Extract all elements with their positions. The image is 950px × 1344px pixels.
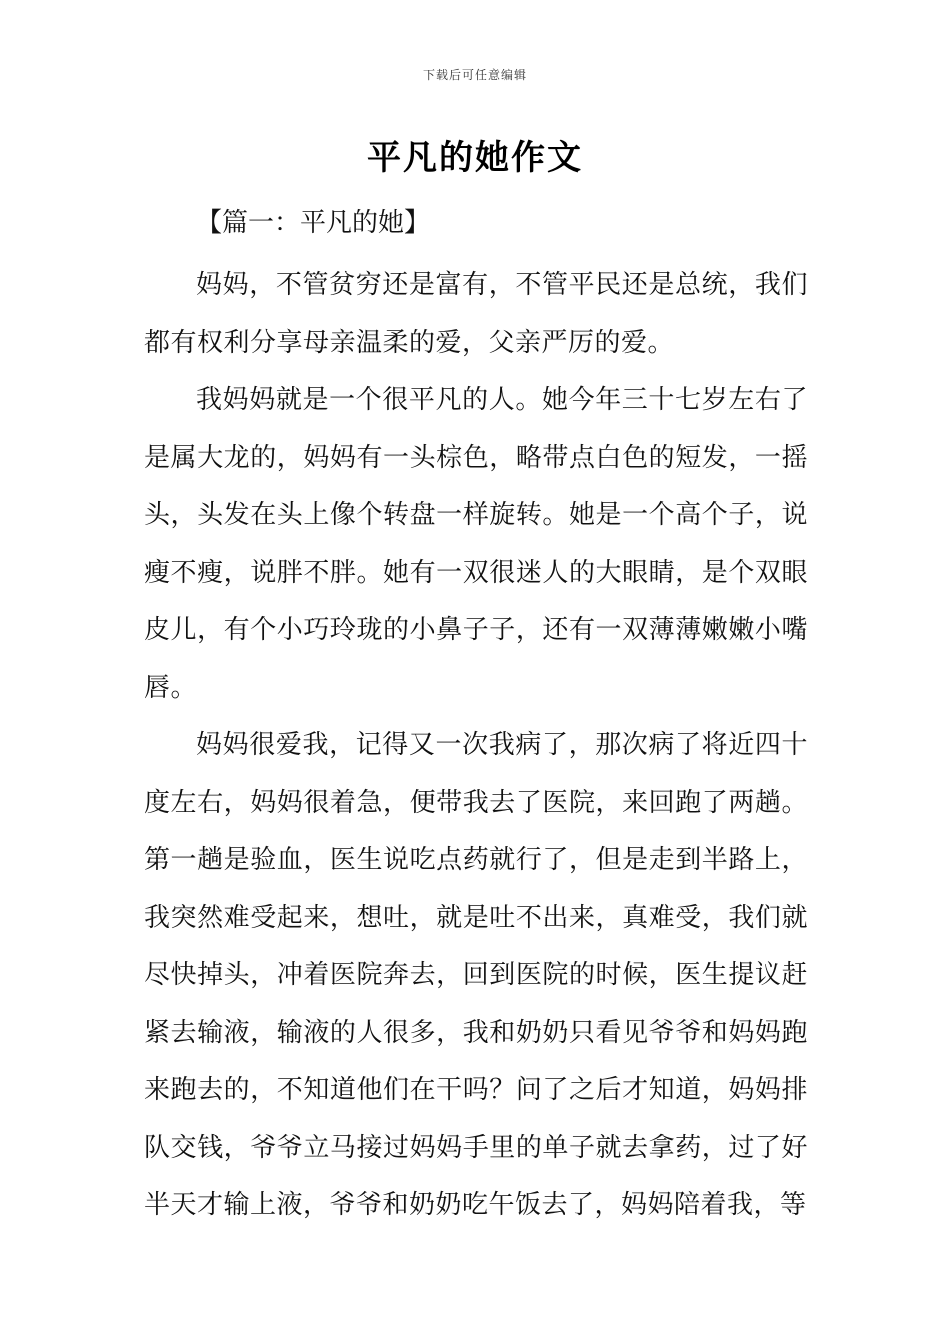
paragraph: 我妈妈就是一个很平凡的人。她今年三十七岁左右了是属大龙的，妈妈有一头棕色，略带点白色的短发，一摇头，头发在头上像个转盘一样旋转。她是一个高个子，说瘦不瘦，说胖不胖。她有一双很迷人的大眼睛，是个双眼皮儿，有个小巧玲珑的小鼻子子，还有一双薄薄嫩嫩小嘴唇。 bbox=[144, 385, 808, 703]
paragraph: 妈妈很爱我，记得又一次我病了，那次病了将近四十度左右，妈妈很着急，便带我去了医院，来回跑了两趟。第一趟是验血，医生说吃点药就行了，但是走到半路上，我突然难受起来，想吐，就是吐不出来，真难受，我们就尽快掉头，冲着医院奔去，回到医院的时候，医生提议赶紧去输液，输液的人很多，我和奶奶只看见爷爷和妈妈跑来跑去的，不知道他们在干吗？问了之后才知道，妈妈排队交钱，爷爷立马接过妈妈手里的单子就去拿药，过了好半天才输上液，爷爷和奶奶吃午饭去了，妈妈陪着我，等 bbox=[144, 730, 808, 1220]
paragraph: 妈妈，不管贫穷还是富有，不管平民还是总统，我们都有权利分享母亲温柔的爱，父亲严厉的爱。 bbox=[144, 270, 808, 358]
header-note: 下载后可任意编辑 bbox=[422, 68, 527, 82]
document-body bbox=[144, 257, 808, 1235]
document-title: 平凡的她作文 bbox=[367, 138, 583, 178]
section-heading: 【篇一：平凡的她】 bbox=[196, 208, 431, 238]
